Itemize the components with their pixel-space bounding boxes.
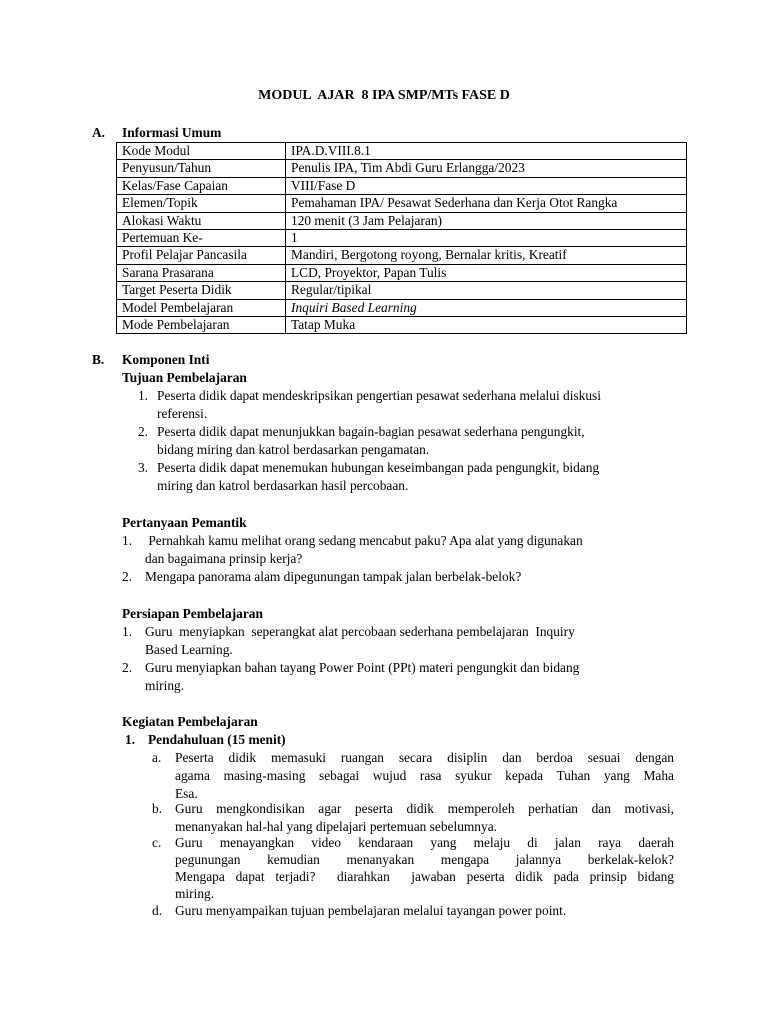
- list-item: pegunungan kemudian menanyakan mengapa jalannya berkelak-kelok?: [175, 852, 674, 867]
- list-number: 1.: [122, 624, 133, 639]
- section-a-letter: A.: [92, 125, 106, 140]
- list-letter: b.: [152, 801, 163, 816]
- table-row: [117, 299, 687, 316]
- list-item: dan bagaimana prinsip kerja?: [145, 551, 303, 566]
- table-value: Tatap Muka: [286, 317, 687, 334]
- table-value: Mandiri, Bergotong royong, Bernalar kritis, Kreatif: [286, 247, 687, 264]
- list-item: Peserta didik memasuki ruangan secara disiplin dan berdoa sesuai dengan: [175, 750, 674, 765]
- table-value: Regular/tipikal: [286, 282, 687, 299]
- table-value: VIII/Fase D: [286, 177, 687, 194]
- list-number: 1.: [137, 388, 148, 403]
- list-number: 2.: [137, 424, 148, 439]
- list-letter: a.: [152, 750, 162, 765]
- list-item: Peserta didik dapat menemukan hubungan keseimbangan pada pengungkit, bidang: [157, 460, 600, 475]
- table-value: 120 menit (3 Jam Pelajaran): [286, 212, 687, 229]
- table-key: Sarana Prasarana: [117, 264, 286, 281]
- tujuan-title: Tujuan Pembelajaran: [122, 370, 247, 385]
- pemantik-title: Pertanyaan Pemantik: [122, 515, 247, 530]
- table-row: [117, 143, 687, 160]
- table-key: Model Pembelajaran: [117, 299, 286, 316]
- table-key: Alokasi Waktu: [117, 212, 286, 229]
- list-item: bidang miring dan katrol berdasarkan pengamatan.: [157, 442, 430, 457]
- section-b-letter: B.: [92, 352, 105, 367]
- list-item: Guru menyiapkan seperangkat alat percobaan sederhana pembelajaran Inquiry: [145, 624, 575, 639]
- table-value: Inquiri Based Learning: [286, 299, 687, 316]
- table-key: Target Peserta Didik: [117, 282, 286, 299]
- list-item: menanyakan hal-hal yang dipelajari pertemuan sebelumnya.: [175, 819, 497, 834]
- list-item: referensi.: [157, 406, 208, 421]
- table-row: [117, 212, 687, 229]
- table-key: Kelas/Fase Capaian: [117, 177, 286, 194]
- list-number: 3.: [137, 460, 148, 475]
- list-number: 2.: [122, 660, 133, 675]
- list-letter: c.: [152, 835, 162, 850]
- table-row: [117, 264, 687, 281]
- table-row: [117, 195, 687, 212]
- list-item: Guru menayangkan video kendaraan yang melaju di jalan raya daerah: [175, 835, 674, 850]
- persiapan-title: Persiapan Pembelajaran: [122, 606, 263, 621]
- list-item: Esa.: [175, 786, 198, 801]
- table-row: [117, 317, 687, 334]
- table-row: [117, 160, 687, 177]
- table-value: LCD, Proyektor, Papan Tulis: [286, 264, 687, 281]
- list-item: Guru menyampaikan tujuan pembelajaran melalui tayangan power point.: [175, 903, 567, 918]
- table-key: Profil Pelajar Pancasila: [117, 247, 286, 264]
- list-item: Peserta didik dapat menunjukkan bagain-bagian pesawat sederhana pengungkit,: [157, 424, 585, 439]
- list-item: miring.: [175, 886, 215, 901]
- table-row: [117, 230, 687, 247]
- list-item: Guru menyiapkan bahan tayang Power Point (PPt) materi pengungkit dan bidang: [145, 660, 580, 675]
- step-title: Pendahuluan (15 menit): [148, 732, 286, 747]
- table-row: [117, 177, 687, 194]
- table-key: Kode Modul: [117, 143, 286, 160]
- list-item: Guru mengkondisikan agar peserta didik memperoleh perhatian dan motivasi,: [175, 801, 674, 816]
- step-number: 1.: [125, 732, 136, 747]
- list-item: Peserta didik dapat mendeskripsikan pengertian pesawat sederhana melalui diskusi: [157, 388, 601, 403]
- list-item: miring.: [145, 678, 185, 693]
- list-number: 2.: [122, 569, 133, 584]
- section-b-title: Komponen Inti: [122, 352, 210, 367]
- section-a-title: Informasi Umum: [122, 125, 222, 140]
- list-item: Based Learning.: [145, 642, 233, 657]
- kegiatan-title: Kegiatan Pembelajaran: [122, 714, 258, 729]
- table-value: 1: [286, 230, 687, 247]
- table-key: Penyusun/Tahun: [117, 160, 286, 177]
- table-row: [117, 247, 687, 264]
- table-value: Pemahaman IPA/ Pesawat Sederhana dan Kerja Otot Rangka: [286, 195, 687, 212]
- document-title: MODUL AJAR 8 IPA SMP/MTs FASE D: [258, 88, 510, 103]
- table-value: Penulis IPA, Tim Abdi Guru Erlangga/2023: [286, 160, 687, 177]
- table-row: [117, 282, 687, 299]
- list-item: Mengapa panorama alam dipegunungan tampak jalan berbelak-belok?: [145, 569, 522, 584]
- list-number: 1.: [122, 533, 133, 548]
- table-key: Elemen/Topik: [117, 195, 286, 212]
- list-letter: d.: [152, 903, 163, 918]
- table-key: Pertemuan Ke-: [117, 230, 286, 247]
- table-value: IPA.D.VIII.8.1: [286, 143, 687, 160]
- table-key: Mode Pembelajaran: [117, 317, 286, 334]
- list-item: miring dan katrol berdasarkan hasil percobaan.: [157, 478, 409, 493]
- info-table: [116, 142, 687, 334]
- list-item: Mengapa dapat terjadi? diarahkan jawaban peserta didik pada prinsip bidang: [175, 869, 674, 884]
- list-item: agama masing-masing sebagai wujud rasa syukur kepada Tuhan yang Maha: [175, 768, 674, 783]
- list-item: Pernahkah kamu melihat orang sedang mencabut paku? Apa alat yang digunakan: [145, 533, 583, 548]
